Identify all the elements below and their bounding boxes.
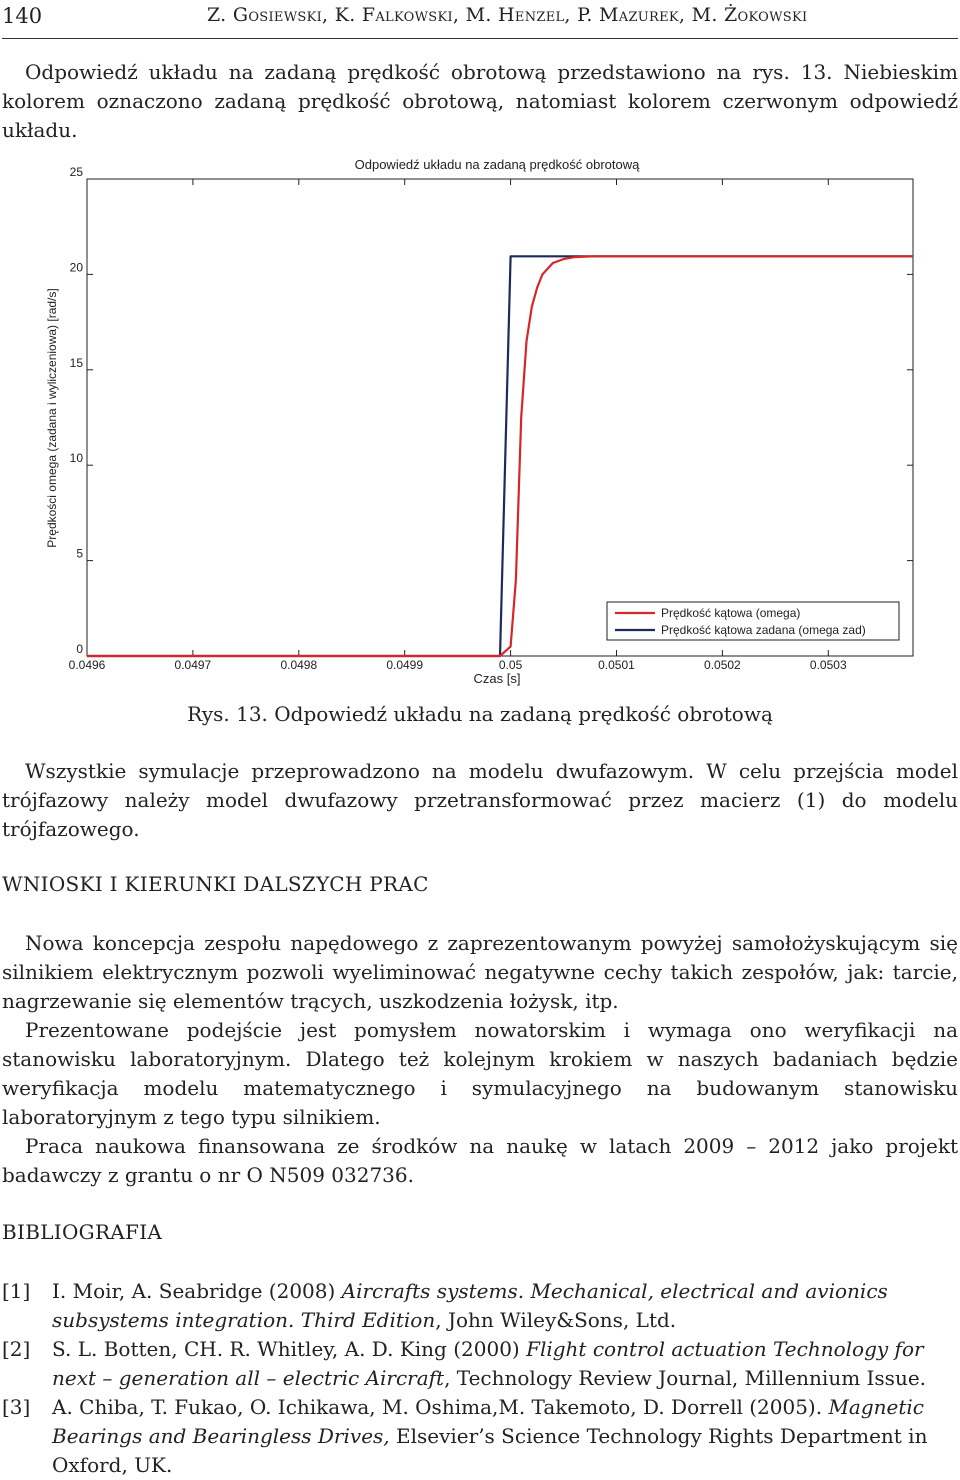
figure-caption: Rys. 13. Odpowiedź układu na zadaną prędkość obrotową <box>187 702 773 726</box>
x-axis-ticks <box>69 179 847 672</box>
series-line <box>87 256 913 656</box>
running-authors: Z. Gosiewski, K. Falkowski, M. Henzel, P. Mazurek, M. Żokowski <box>207 4 808 26</box>
bib-authors: S. L. Botten, CH. R. Whitley, A. D. King (2000) <box>52 1337 527 1361</box>
series-line <box>87 256 913 656</box>
legend-label: Prędkość kątowa zadana (omega zad) <box>661 623 866 637</box>
bib-number: [2] <box>2 1337 31 1361</box>
section-heading-bibliography: BIBLIOGRAFIA <box>2 1220 163 1244</box>
bib-title: Flight control actuation Technology for next – generation all – electric Aircraft <box>52 1337 924 1390</box>
x-tick-label: 0.0502 <box>704 658 741 672</box>
y-tick-label: 0 <box>76 642 83 656</box>
bib-authors: A. Chiba, T. Fukao, O. Ichikawa, M. Oshima,M. Takemoto, D. Dorrell (2005). <box>52 1395 829 1419</box>
conclusions-paragraph-2: Prezentowane podejście jest pomysłem nowatorskim i wymaga ono weryfikacji na stanowisku laboratoryjnym. Dlatego też kolejnym krokiem w naszych badaniach będzie weryfikacja modelu matematycznego i symulacyjnego na budowanym stanowisku laboratoryjnym z tego typu silnikiem. <box>2 1018 958 1129</box>
bib-publisher: , Technology Review Journal, Millennium Issue. <box>444 1366 927 1390</box>
bib-publisher: , John Wiley&Sons, Ltd. <box>435 1308 677 1332</box>
bibliography-list <box>2 1277 958 1480</box>
intro-paragraph: Odpowiedź układu na zadaną prędkość obrotową przedstawiono na rys. 13. Niebieskim kolorem oznaczono zadaną prędkość obrotową, natomiast kolorem czerwonym odpowiedź układu. <box>2 60 958 142</box>
x-tick-label: 0.0497 <box>174 658 212 672</box>
y-tick-label: 20 <box>69 260 83 275</box>
bib-item-3 <box>2 1393 958 1480</box>
y-tick-label: 10 <box>69 451 83 466</box>
y-tick-label: 5 <box>76 546 83 561</box>
plot-frame <box>87 179 913 656</box>
bib-item-2 <box>2 1335 958 1393</box>
y-axis-label: Prędkości omega (zadana i wyliczeniowa) [rad/s] <box>45 288 59 548</box>
response-chart <box>0 148 960 693</box>
simulation-paragraph: Wszystkie symulacje przeprowadzono na modelu dwufazowym. W celu przejścia model trójfazowy należy model dwufazowy przetransformować przez macierz (1) do modelu trójfazowego. <box>2 759 958 841</box>
x-tick-label: 0.0501 <box>598 658 635 672</box>
chart-legend <box>607 602 899 640</box>
section-heading-conclusions: WNIOSKI I KIERUNKI DALSZYCH PRAC <box>2 872 429 896</box>
bib-publisher: Elsevier’s Science Technology Rights Department in Oxford, UK. <box>52 1424 928 1477</box>
bib-item-1 <box>2 1277 958 1335</box>
figure-13 <box>0 148 960 693</box>
y-tick-label: 25 <box>69 165 83 179</box>
chart-title: Odpowiedź układu na zadaną prędkość obrotową <box>354 157 640 172</box>
y-axis-ticks <box>70 165 913 656</box>
bib-authors: I. Moir, A. Seabridge (2008) <box>52 1279 342 1303</box>
legend-label: Prędkość kątowa (omega) <box>661 606 801 620</box>
running-header <box>2 4 958 34</box>
bib-title: Aircrafts systems. Mechanical, electrical and avionics subsystems integration. Third Edition <box>52 1279 888 1332</box>
page-number: 140 <box>2 4 43 28</box>
y-tick-label: 15 <box>69 355 83 370</box>
conclusions-paragraph-1: Nowa koncepcja zespołu napędowego z zaprezentowanym powyżej samołożyskującym się silnikiem elektrycznym pozwoli wyeliminować negatywne cechy takich zespołów, jak: tarcie, nagrzewanie się elementów trących, uszkodzenia łożysk, itp. <box>2 931 958 1013</box>
x-tick-label: 0.0503 <box>809 658 847 672</box>
x-tick-label: 0.0499 <box>386 658 424 672</box>
series-lines <box>87 256 913 656</box>
conclusions-paragraph-3: Praca naukowa finansowana ze środków na naukę w latach 2009 – 2012 jako projekt badawczy z grantu o nr O N509 032736. <box>2 1134 958 1187</box>
x-axis-label: Czas [s] <box>473 671 521 686</box>
x-tick-label: 0.0496 <box>68 658 106 672</box>
x-tick-label: 0.05 <box>498 658 523 672</box>
bib-number: [1] <box>2 1279 31 1303</box>
header-rule <box>2 38 958 39</box>
bib-title: Magnetic Bearings and Bearingless Drives, <box>52 1395 925 1448</box>
x-tick-label: 0.0498 <box>280 658 318 672</box>
bib-number: [3] <box>2 1395 31 1419</box>
